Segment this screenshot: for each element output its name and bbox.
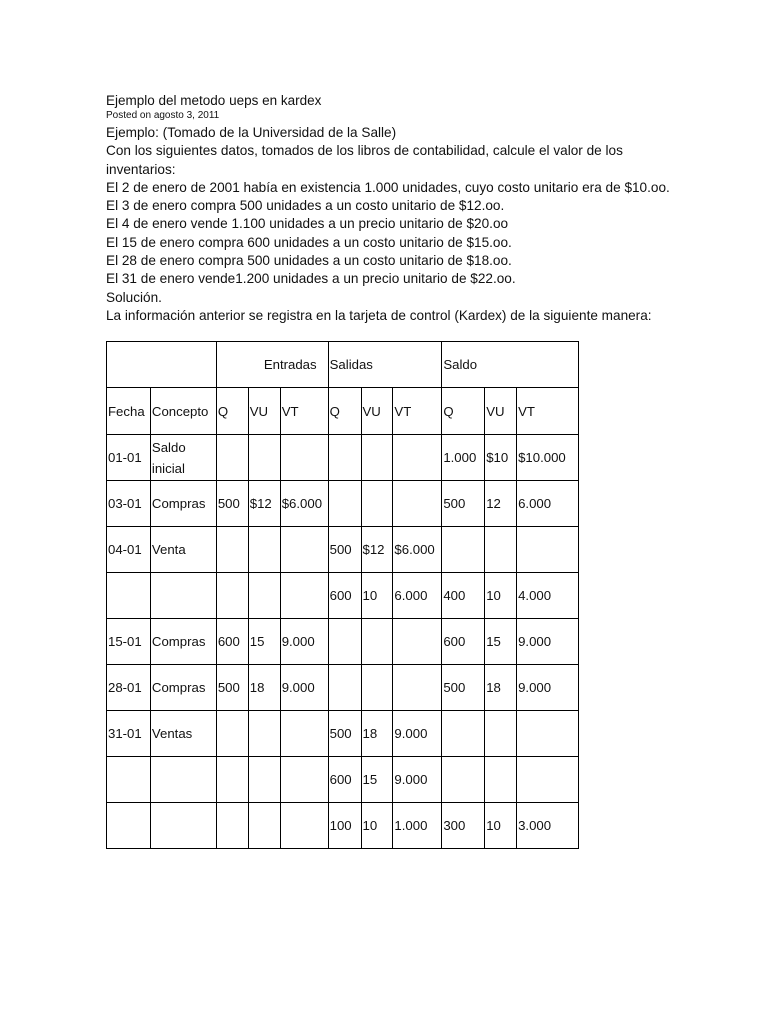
entradas-header: Entradas <box>216 342 328 388</box>
table-cell: 300 <box>442 803 485 849</box>
table-cell: $10 <box>485 435 517 481</box>
blank-header-cell <box>107 342 217 388</box>
document-body <box>106 92 726 325</box>
table-cell <box>485 711 517 757</box>
table-cell: 6.000 <box>517 481 579 527</box>
column-header: Concepto <box>150 388 216 435</box>
table-cell <box>328 481 361 527</box>
table-cell <box>393 435 442 481</box>
table-cell: 04-01 <box>107 527 151 573</box>
column-header: Q <box>216 388 248 435</box>
column-header: Q <box>328 388 361 435</box>
text-line: inventarios: <box>106 161 176 177</box>
table-cell <box>248 573 280 619</box>
table-cell <box>150 803 216 849</box>
post-title: Ejemplo del metodo ueps en kardex <box>106 93 322 108</box>
table-cell <box>216 435 248 481</box>
table-cell: $12 <box>248 481 280 527</box>
table-row <box>107 527 579 573</box>
table-cell <box>280 711 328 757</box>
column-header: VU <box>361 388 393 435</box>
text-line: Con los siguientes datos, tomados de los libros de contabilidad, calcule el valor de los <box>106 143 623 159</box>
table-row <box>107 665 579 711</box>
table-cell: 9.000 <box>280 665 328 711</box>
table-cell <box>216 527 248 573</box>
table-cell <box>361 481 393 527</box>
table-cell: Venta <box>150 527 216 573</box>
table-cell <box>248 711 280 757</box>
table-cell <box>361 435 393 481</box>
table-cell: 15 <box>248 619 280 665</box>
table-cell: 15 <box>361 757 393 803</box>
table-cell: 100 <box>328 803 361 849</box>
table-cell <box>517 711 579 757</box>
table-cell: 600 <box>328 757 361 803</box>
table-cell: 12 <box>485 481 517 527</box>
table-cell: 1.000 <box>442 435 485 481</box>
table-cell: 500 <box>216 481 248 527</box>
table-cell: 18 <box>361 711 393 757</box>
table-cell <box>107 757 151 803</box>
table-cell <box>248 527 280 573</box>
table-cell: 18 <box>485 665 517 711</box>
table-cell <box>150 573 216 619</box>
table-cell: 9.000 <box>393 757 442 803</box>
table-row <box>107 619 579 665</box>
posted-date: Posted on agosto 3, 2011 <box>106 110 220 121</box>
table-row <box>107 711 579 757</box>
table-cell <box>485 757 517 803</box>
table-cell: 600 <box>216 619 248 665</box>
table-cell <box>393 619 442 665</box>
table-cell: Ventas <box>150 711 216 757</box>
table-cell: Compras <box>150 481 216 527</box>
table-cell: 15-01 <box>107 619 151 665</box>
table-row <box>107 757 579 803</box>
table-cell <box>485 527 517 573</box>
group-header-row <box>107 342 579 388</box>
table-cell <box>216 573 248 619</box>
table-cell <box>393 481 442 527</box>
table-cell: Compras <box>150 619 216 665</box>
text-line: El 28 de enero compra 500 unidades a un costo unitario de $18.oo. <box>106 253 512 269</box>
table-cell <box>280 435 328 481</box>
table-cell <box>517 757 579 803</box>
table-cell <box>150 757 216 803</box>
kardex-table <box>106 341 579 849</box>
table-cell <box>328 435 361 481</box>
table-cell <box>280 527 328 573</box>
table-cell: 10 <box>485 573 517 619</box>
text-line: El 31 de enero vende1.200 unidades a un precio unitario de $22.oo. <box>106 271 516 287</box>
column-header: VT <box>393 388 442 435</box>
table-cell: 01-01 <box>107 435 151 481</box>
table-cell: 400 <box>442 573 485 619</box>
table-cell: 500 <box>442 481 485 527</box>
text-line: El 3 de enero compra 500 unidades a un costo unitario de $12.oo. <box>106 198 505 214</box>
table-cell: 9.000 <box>280 619 328 665</box>
table-cell: 600 <box>328 573 361 619</box>
solution-label: Solución. <box>106 289 162 305</box>
table-cell: 500 <box>442 665 485 711</box>
table-cell <box>216 803 248 849</box>
saldo-header: Saldo <box>442 342 579 388</box>
table-cell <box>442 757 485 803</box>
table-cell <box>442 527 485 573</box>
column-header: VU <box>485 388 517 435</box>
table-cell: 03-01 <box>107 481 151 527</box>
table-intro: La información anterior se registra en la tarjeta de control (Kardex) de la siguiente manera: <box>106 307 652 323</box>
text-line: Ejemplo: (Tomado de la Universidad de la Salle) <box>106 125 397 140</box>
table-cell <box>328 665 361 711</box>
table-cell <box>280 757 328 803</box>
table-cell <box>361 665 393 711</box>
table-cell <box>393 665 442 711</box>
table-cell <box>107 803 151 849</box>
table-cell: 500 <box>328 527 361 573</box>
table-cell: Saldo inicial <box>150 435 216 481</box>
column-header: VU <box>248 388 280 435</box>
table-cell: Compras <box>150 665 216 711</box>
table-cell: 1.000 <box>393 803 442 849</box>
table-row <box>107 435 579 481</box>
table-cell: 4.000 <box>517 573 579 619</box>
text-line: El 2 de enero de 2001 había en existencia 1.000 unidades, cuyo costo unitario era de $10.oo. <box>106 179 670 195</box>
table-cell <box>328 619 361 665</box>
table-cell: 9.000 <box>517 665 579 711</box>
table-cell: 3.000 <box>517 803 579 849</box>
text-line: El 15 de enero compra 600 unidades a un costo unitario de $15.oo. <box>106 234 512 250</box>
table-cell: 600 <box>442 619 485 665</box>
salidas-header: Salidas <box>328 342 442 388</box>
table-cell: 9.000 <box>517 619 579 665</box>
table-cell: $6.000 <box>393 527 442 573</box>
table-cell <box>107 573 151 619</box>
column-header: Fecha <box>107 388 151 435</box>
table-cell: 18 <box>248 665 280 711</box>
table-cell <box>248 435 280 481</box>
table-cell: 6.000 <box>393 573 442 619</box>
column-header: VT <box>280 388 328 435</box>
table-cell: $12 <box>361 527 393 573</box>
table-cell <box>361 619 393 665</box>
table-cell: 15 <box>485 619 517 665</box>
column-header-row <box>107 388 579 435</box>
table-cell <box>248 803 280 849</box>
text-line: El 4 de enero vende 1.100 unidades a un precio unitario de $20.oo <box>106 216 509 232</box>
table-cell <box>517 527 579 573</box>
table-cell <box>248 757 280 803</box>
table-cell: 9.000 <box>393 711 442 757</box>
table-cell: $10.000 <box>517 435 579 481</box>
table-cell: 10 <box>361 573 393 619</box>
table-cell: 500 <box>216 665 248 711</box>
table-cell: 500 <box>328 711 361 757</box>
table-cell: 10 <box>485 803 517 849</box>
table-cell <box>280 803 328 849</box>
table-row <box>107 573 579 619</box>
table-row <box>107 481 579 527</box>
table-cell <box>280 573 328 619</box>
table-cell <box>216 711 248 757</box>
column-header: Q <box>442 388 485 435</box>
table-cell: 31-01 <box>107 711 151 757</box>
table-cell: $6.000 <box>280 481 328 527</box>
table-cell <box>442 711 485 757</box>
table-row <box>107 803 579 849</box>
problem-statement <box>106 124 726 325</box>
table-cell <box>216 757 248 803</box>
table-cell: 10 <box>361 803 393 849</box>
column-header: VT <box>517 388 579 435</box>
table-cell: 28-01 <box>107 665 151 711</box>
